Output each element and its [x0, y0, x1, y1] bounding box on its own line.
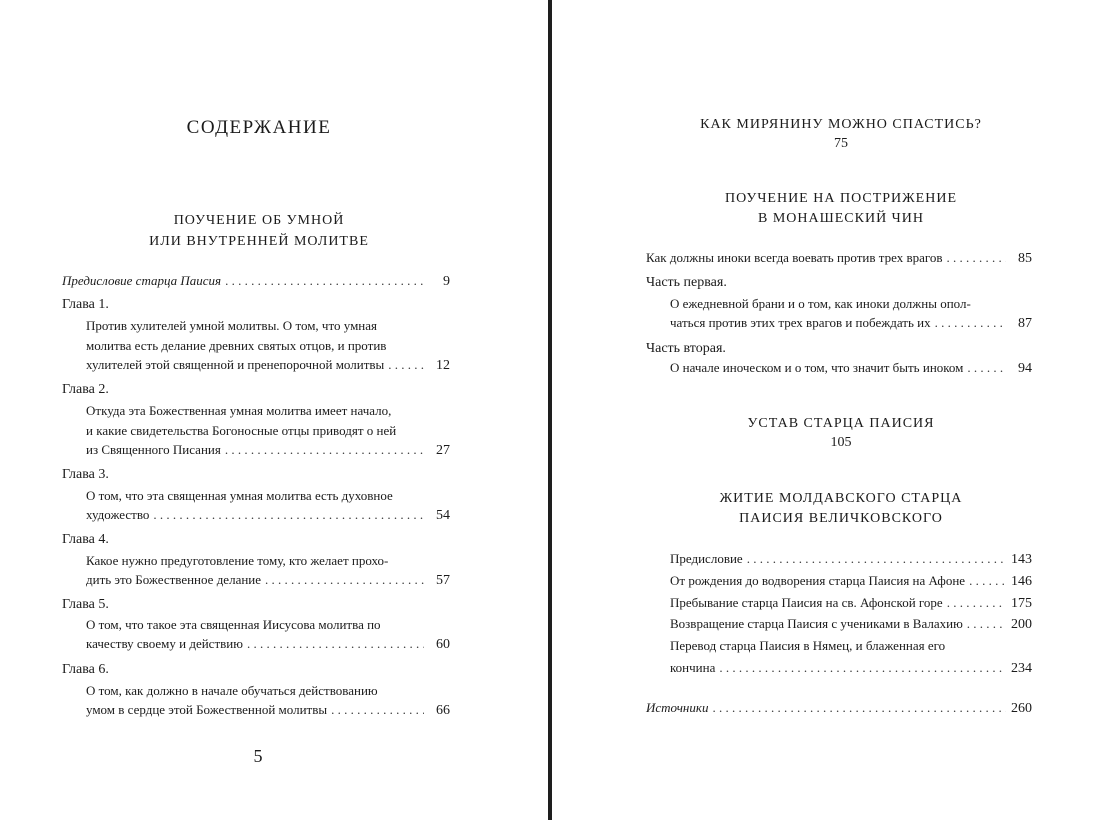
leader-dots — [712, 699, 1006, 717]
toc-entry-neamt[interactable] — [670, 659, 1032, 678]
toc-page-number: 27 — [436, 443, 450, 458]
toc-page-number: 143 — [1011, 552, 1032, 567]
chapter-text-line: качеству своему и действию — [86, 636, 243, 651]
toc-entry-return-to-wallachia[interactable] — [670, 615, 1032, 634]
toc-entry-chapter-1[interactable] — [86, 356, 450, 375]
leader-dots — [747, 550, 1006, 568]
toc-entry-label: Как должны иноки всегда воевать против трех врагов — [646, 250, 943, 265]
chapter-text-line: молитва есть делание древних святых отцов, и против — [86, 338, 387, 353]
toc-entry-chapter-3[interactable] — [86, 506, 450, 525]
toc-entry-on-athos[interactable] — [670, 594, 1032, 613]
toc-page-number: 57 — [436, 573, 450, 588]
leader-dots — [947, 594, 1006, 612]
chapter-label: Глава 4. — [62, 532, 109, 547]
chapter-label: Глава 1. — [62, 297, 109, 312]
chapter-text-line: умом в сердце этой Божественной молитвы — [86, 702, 328, 717]
toc-entry-text-line: Перевод старца Паисия в Нямец, и блаженная его — [670, 638, 946, 653]
chapter-label: Глава 2. — [62, 382, 109, 397]
chapter-label: Глава 3. — [62, 467, 109, 482]
toc-page-number: 54 — [436, 508, 450, 523]
toc-entry-chapter-6[interactable] — [86, 701, 450, 720]
chapter-label: Глава 5. — [62, 597, 109, 612]
chapter-text-line: и какие свидетельства Богоносные отцы приводят о ней — [86, 423, 397, 438]
section-heading: УСТАВ СТАРЦА ПАИСИЯ — [747, 416, 935, 431]
toc-entry-label: Источники — [646, 700, 709, 715]
part-label: Часть вторая. — [646, 341, 726, 356]
toc-entry-label: Пребывание старца Паисия на св. Афонской горе — [670, 595, 943, 610]
right-page — [552, 0, 1101, 820]
leader-dots — [947, 249, 1007, 267]
toc-page-number: 94 — [1018, 361, 1032, 376]
chapter-text-line: Откуда эта Божественная умная молитва имеет начало, — [86, 403, 392, 418]
chapter-text-line: Какое нужно предуготовление тому, кто желает прохо- — [86, 553, 389, 568]
section-heading-line-2: ИЛИ ВНУТРЕННЕЙ МОЛИТВЕ — [149, 234, 369, 249]
toc-entry-part-1[interactable] — [670, 314, 1032, 333]
section-heading: КАК МИРЯНИНУ МОЖНО СПАСТИСЬ? — [700, 117, 982, 132]
section-page-number: 105 — [830, 435, 852, 450]
section-page-number: 75 — [834, 136, 848, 151]
toc-page-number: 60 — [436, 637, 450, 652]
toc-page-number: 260 — [1011, 701, 1032, 716]
section-heading-line-1: ПОУЧЕНИЕ ОБ УМНОЙ — [173, 213, 345, 228]
part-text-line: О начале иноческом и о том, что значит быть иноком — [670, 360, 964, 375]
leader-dots — [225, 441, 424, 459]
toc-page-number: 85 — [1018, 251, 1032, 266]
part-text-line: чаться против этих трех врагов и побеждать их — [670, 315, 931, 330]
part-label: Часть первая. — [646, 275, 727, 290]
leader-dots — [935, 314, 1006, 332]
toc-page-number: 66 — [436, 703, 450, 718]
toc-page-number: 200 — [1011, 617, 1032, 632]
section-heading-line-2: В МОНАШЕСКИЙ ЧИН — [757, 211, 924, 226]
toc-page-number: 234 — [1011, 661, 1032, 676]
section-heading-line-2: ПАИСИЯ ВЕЛИЧКОВСКОГО — [739, 511, 943, 526]
toc-entry-label: Предисловие старца Паисия — [62, 273, 222, 288]
toc-entry-three-enemies[interactable] — [646, 249, 1032, 268]
leader-dots — [967, 615, 1006, 633]
chapter-text-line: О том, как должно в начале обучаться действованию — [86, 683, 378, 698]
chapter-text-line: О том, что такое эта священная Иисусова молитва по — [86, 617, 381, 632]
leader-dots — [331, 701, 424, 719]
leader-dots — [719, 659, 1006, 677]
contents-title: СОДЕРЖАНИЕ — [186, 117, 332, 138]
toc-page-number: 175 — [1011, 596, 1032, 611]
leader-dots — [225, 272, 424, 290]
leader-dots — [247, 635, 424, 653]
part-text-line: О ежедневной брани и о том, как иноки должны опол- — [670, 296, 971, 311]
toc-entry-text-line: кончина — [670, 660, 716, 675]
toc-entry-sources[interactable] — [646, 699, 1032, 718]
leader-dots — [265, 571, 424, 589]
chapter-text-line: художество — [86, 507, 150, 522]
toc-entry-part-2[interactable] — [670, 359, 1032, 378]
toc-entry-label: Предисловие — [670, 551, 743, 566]
section-heading-line-1: ЖИТИЕ МОЛДАВСКОГО СТАРЦА — [719, 491, 963, 506]
leader-dots — [967, 359, 1006, 377]
toc-page-number: 146 — [1011, 574, 1032, 589]
toc-entry-label: Возвращение старца Паисия с учениками в Валахию — [670, 616, 963, 631]
toc-entry-life-preface[interactable] — [670, 550, 1032, 569]
toc-entry-birth-to-athos[interactable] — [670, 572, 1032, 591]
toc-page-number: 12 — [436, 358, 450, 373]
toc-entry-preface[interactable] — [62, 272, 450, 291]
toc-page-number: 87 — [1018, 316, 1032, 331]
toc-entry-chapter-5[interactable] — [86, 635, 450, 654]
toc-entry-chapter-2[interactable] — [86, 441, 450, 460]
chapter-text-line: Против хулителей умной молитвы. О том, что умная — [86, 318, 377, 333]
chapter-text-line: О том, что эта священная умная молитва есть духовное — [86, 488, 393, 503]
page-folio: 5 — [253, 746, 263, 766]
toc-entry-chapter-4[interactable] — [86, 571, 450, 590]
left-page — [0, 0, 548, 820]
chapter-text-line: хулителей этой священной и пренепорочной молитвы — [86, 357, 385, 372]
chapter-text-line: из Священного Писания — [86, 442, 221, 457]
section-heading-line-1: ПОУЧЕНИЕ НА ПОСТРИЖЕНИЕ — [724, 191, 958, 206]
toc-entry-label: От рождения до водворения старца Паисия на Афоне — [670, 573, 966, 588]
leader-dots — [969, 572, 1006, 590]
chapter-text-line: дить это Божественное делание — [86, 572, 262, 587]
leader-dots — [153, 506, 424, 524]
leader-dots — [388, 356, 424, 374]
toc-page-number: 9 — [443, 274, 450, 289]
chapter-label: Глава 6. — [62, 662, 109, 677]
